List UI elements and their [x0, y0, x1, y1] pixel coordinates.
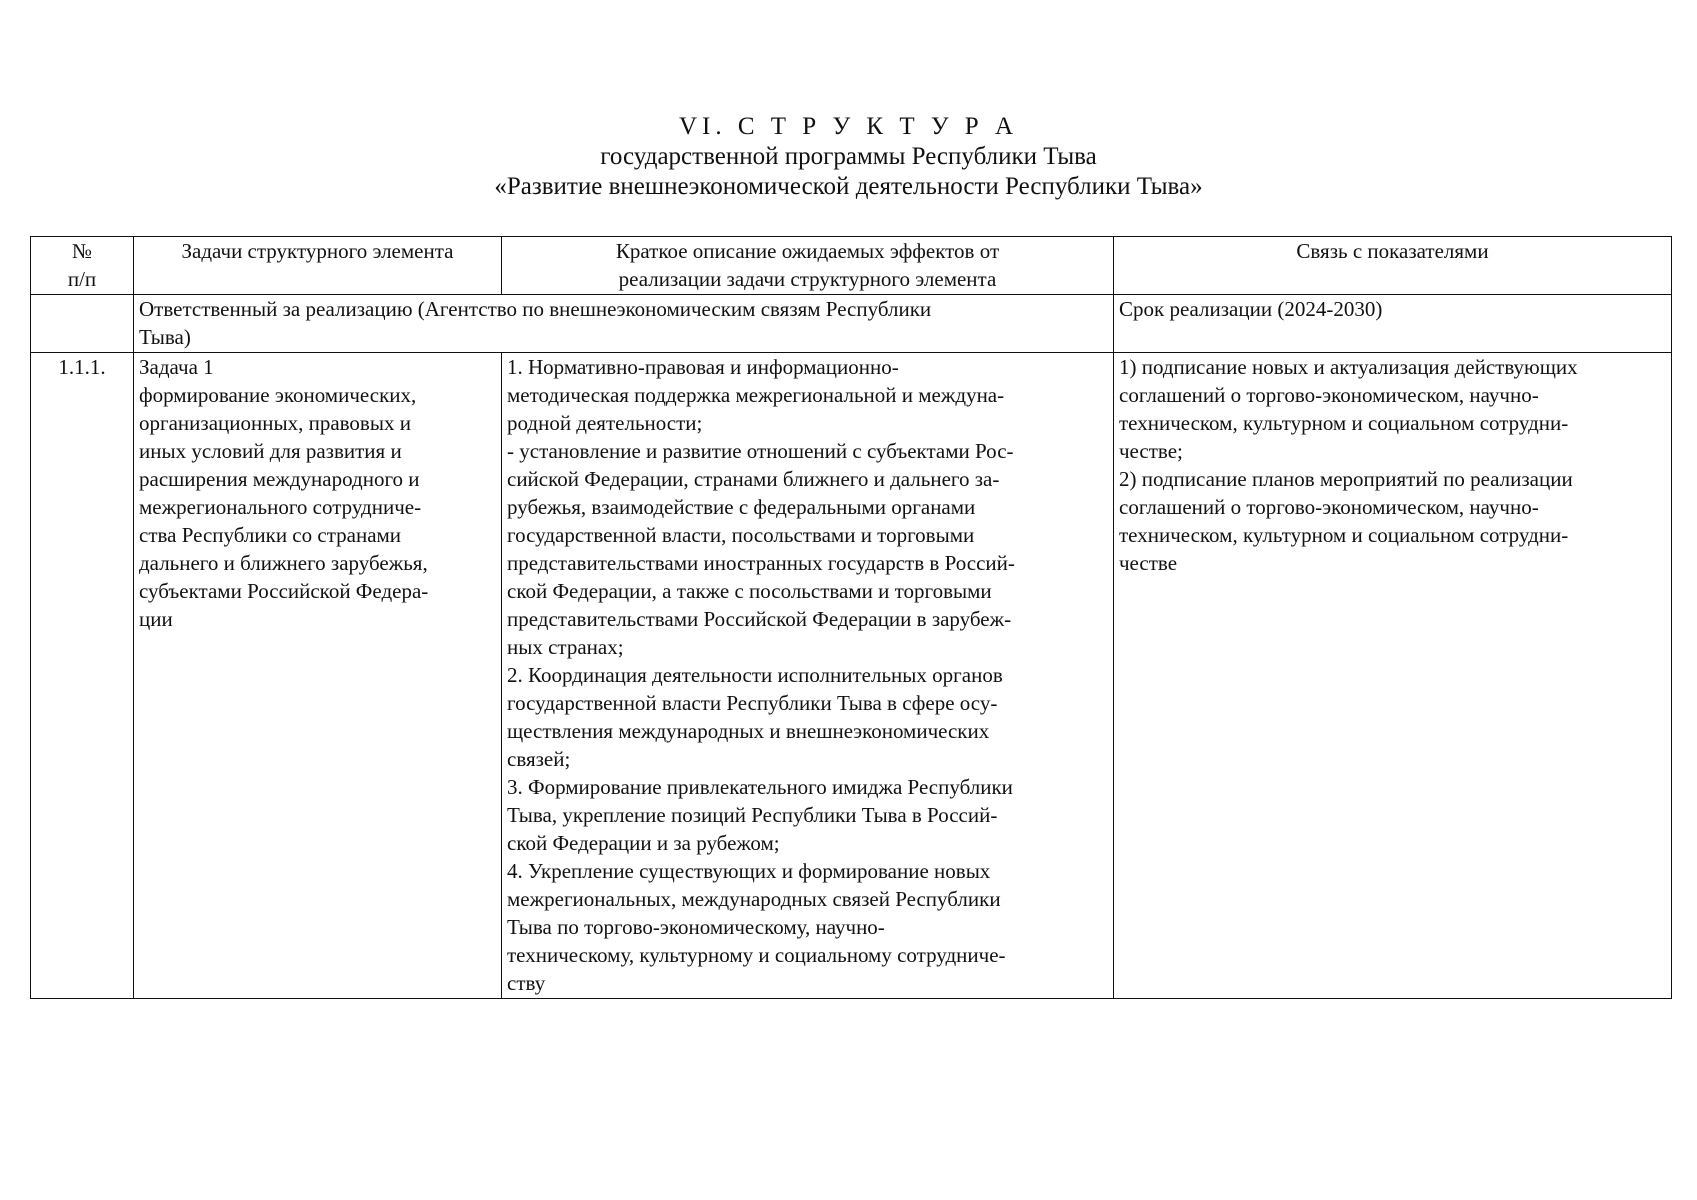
effects-line: ществления международных и внешнеэкономических: [507, 719, 990, 743]
effects-line: ству: [507, 971, 546, 995]
effects-line: техническому, культурному и социальному сотрудниче-: [507, 943, 1006, 967]
header-number-line: №: [71, 239, 93, 263]
table-header-row: [31, 237, 1672, 295]
document-title: [0, 112, 1697, 202]
header-number-line: п/п: [67, 267, 97, 291]
indicators-cell: [1114, 353, 1672, 999]
task-line: субъектами Российской Федера-: [139, 579, 429, 603]
task-line: межрегионального сотрудниче-: [139, 495, 422, 519]
effects-line: ской Федерации, а также с посольствами и торговыми: [507, 579, 992, 603]
effects-line: 1. Нормативно-правовая и информационно-: [507, 355, 899, 379]
task-number-cell: [31, 353, 134, 999]
effects-line: государственной власти, посольствами и торговыми: [507, 523, 975, 547]
indicators-line: 1) подписание новых и актуализация действующих: [1119, 355, 1578, 379]
task-row: [31, 353, 1672, 999]
effects-line: государственной власти Республики Тыва в сфере осу-: [507, 691, 998, 715]
effects-line: сийской Федерации, странами ближнего и дальнего за-: [507, 467, 1000, 491]
responsible-line: Ответственный за реализацию (Агентство по внешнеэкономическим связям Республики: [139, 297, 932, 321]
task-line: расширения международного и: [139, 467, 420, 491]
effects-line: методическая поддержка межрегиональной и междуна-: [507, 383, 1005, 407]
indicators-line: честве;: [1119, 439, 1183, 463]
task-line: ства Республики со странами: [139, 523, 402, 547]
header-effects-line: реализации задачи структурного элемента: [618, 267, 997, 291]
title-line-1: VI. С Т Р У К Т У Р А: [678, 113, 1019, 140]
structure-table: [30, 236, 1672, 999]
term-cell: [1114, 295, 1672, 353]
responsible-number-cell: [31, 295, 134, 353]
task-description-cell: [134, 353, 502, 999]
task-number: 1.1.1.: [58, 355, 106, 379]
header-tasks: [134, 237, 502, 295]
task-line: иных условий для развития и: [139, 439, 402, 463]
header-indicators-line: Связь с показателями: [1296, 239, 1489, 263]
task-line: Задача 1: [139, 355, 214, 379]
effects-line: рубежья, взаимодействие с федеральными органами: [507, 495, 976, 519]
effects-cell: [502, 353, 1114, 999]
effects-line: представительствами Российской Федерации в зарубеж-: [507, 607, 1012, 631]
header-indicators: [1114, 237, 1672, 295]
task-line: организационных, правовых и: [139, 411, 411, 435]
title-line-3: «Развитие внешнеэкономической деятельности Республики Тыва»: [494, 173, 1203, 200]
indicators-line: соглашений о торгово-экономическом, научно-: [1119, 495, 1539, 519]
effects-line: родной деятельности;: [507, 411, 703, 435]
task-line: ции: [139, 607, 173, 631]
effects-line: связей;: [507, 747, 571, 771]
header-number: [31, 237, 134, 295]
task-line: дальнего и ближнего зарубежья,: [139, 551, 428, 575]
responsible-cell: [134, 295, 1114, 353]
effects-line: 3. Формирование привлекательного имиджа Республики: [507, 775, 1013, 799]
effects-line: представительствами иностранных государств в Россий-: [507, 551, 1015, 575]
effects-line: Тыва, укрепление позиций Республики Тыва в Россий-: [507, 803, 998, 827]
effects-line: ской Федерации и за рубежом;: [507, 831, 780, 855]
header-effects-line: Краткое описание ожидаемых эффектов от: [615, 239, 1000, 263]
header-tasks-line: Задачи структурного элемента: [181, 239, 454, 263]
effects-line: 2. Координация деятельности исполнительных органов: [507, 663, 1003, 687]
responsible-line: Тыва): [139, 325, 191, 349]
effects-line: 4. Укрепление существующих и формирование новых: [507, 859, 991, 883]
header-effects: [502, 237, 1114, 295]
effects-line: - установление и развитие отношений с субъектами Рос-: [507, 439, 1014, 463]
indicators-line: 2) подписание планов мероприятий по реализации: [1119, 467, 1573, 491]
effects-line: Тыва по торгово-экономическому, научно-: [507, 915, 885, 939]
title-line-2: государственной программы Республики Тыва: [600, 143, 1097, 170]
indicators-line: техническом, культурном и социальном сотрудни-: [1119, 411, 1569, 435]
task-line: формирование экономических,: [139, 383, 417, 407]
term-line: Срок реализации (2024-2030): [1119, 297, 1383, 321]
effects-line: ных странах;: [507, 635, 624, 659]
indicators-line: честве: [1119, 551, 1178, 575]
indicators-line: соглашений о торгово-экономическом, научно-: [1119, 383, 1539, 407]
indicators-line: техническом, культурном и социальном сотрудни-: [1119, 523, 1569, 547]
responsible-row: [31, 295, 1672, 353]
effects-line: межрегиональных, международных связей Республики: [507, 887, 1001, 911]
